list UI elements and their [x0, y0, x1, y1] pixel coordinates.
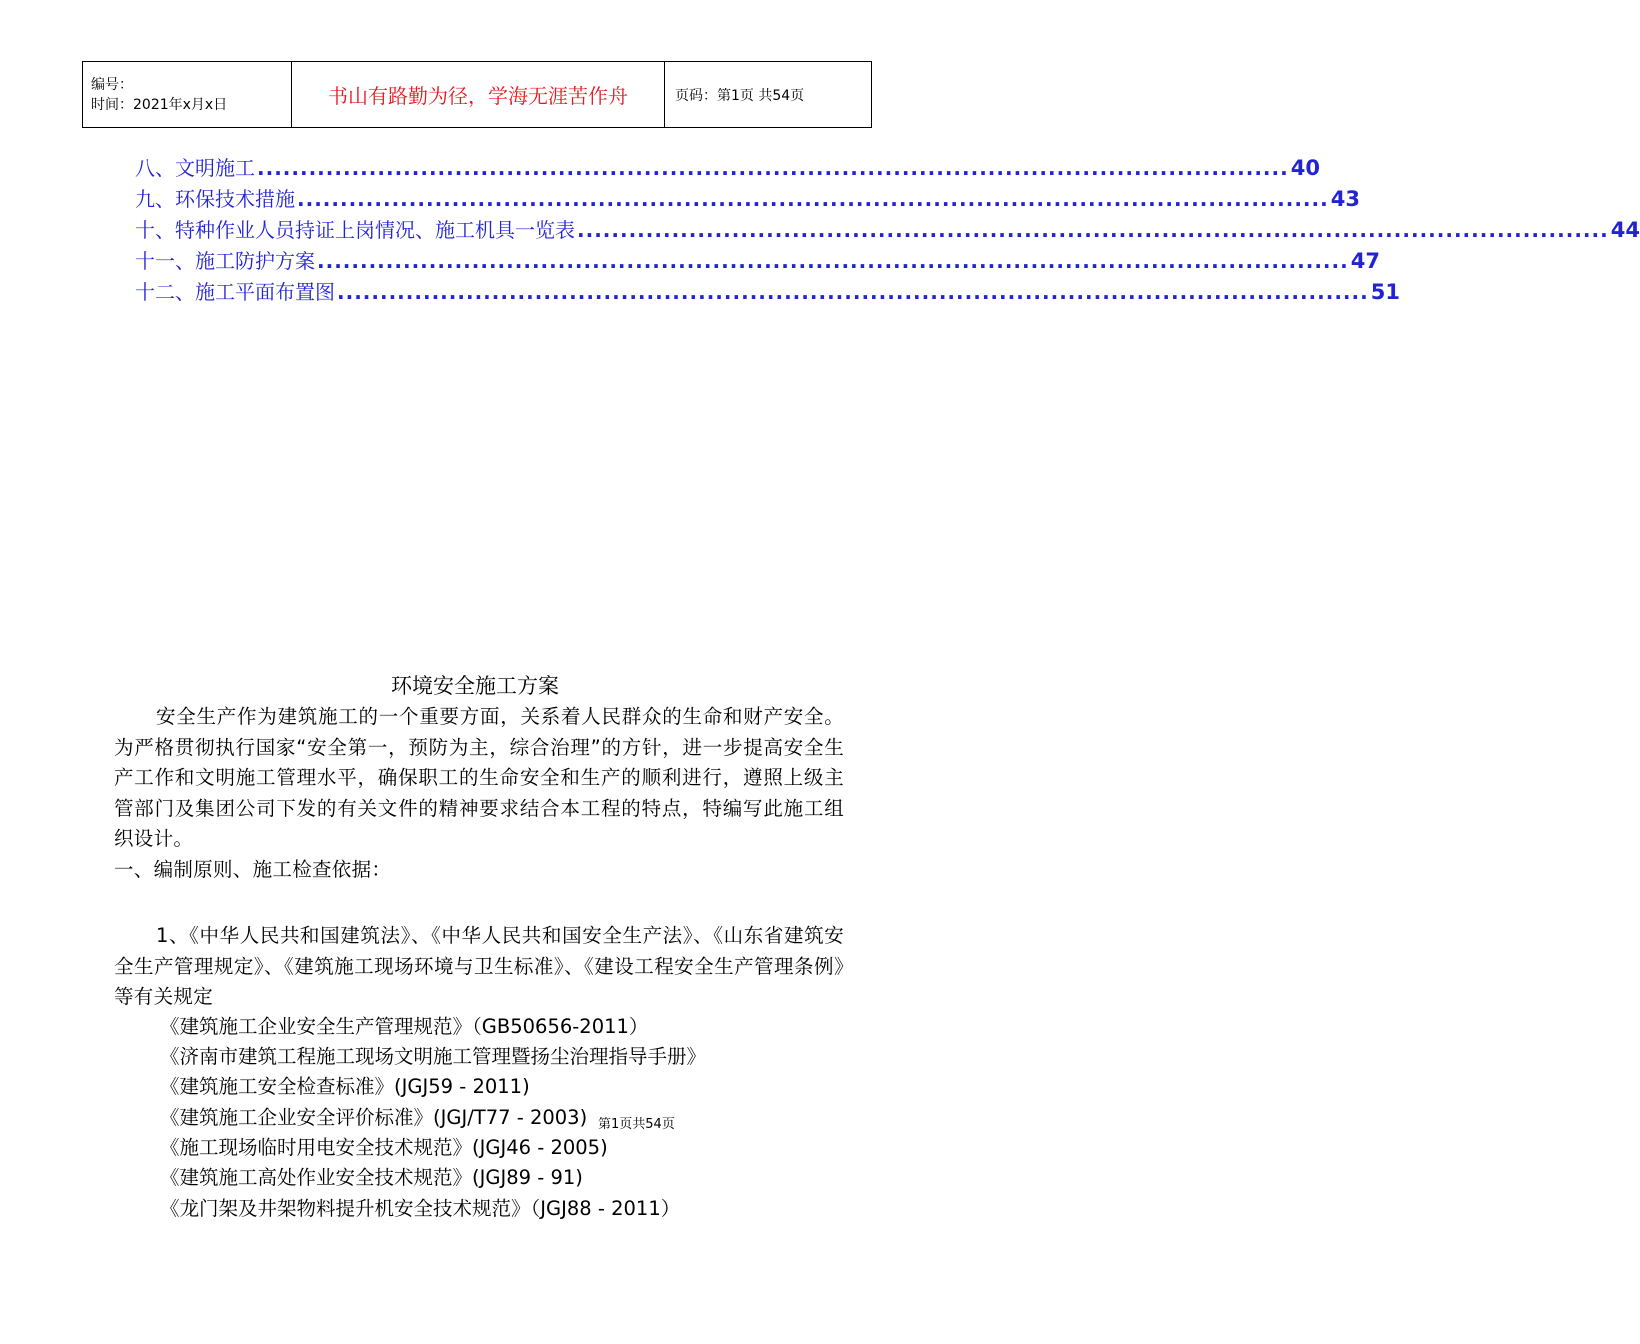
- document-header: [82, 61, 872, 128]
- toc-entry-label[interactable]: 十一、施工防护方案: [135, 249, 315, 273]
- toc-entry[interactable]: [135, 152, 1320, 183]
- toc-leader-dots: ........................................................................................................................: [337, 280, 1369, 304]
- toc-leader-dots: ........................................................................................................................: [297, 187, 1329, 211]
- header-meta-cell: [83, 62, 292, 128]
- toc-entry[interactable]: [135, 245, 1380, 276]
- toc-entry[interactable]: [135, 214, 1640, 245]
- reference-item: 《建筑施工安全检查标准》(JGJ59 - 2011): [160, 1075, 530, 1098]
- reference-item: 《施工现场临时用电安全技术规范》(JGJ46 - 2005): [160, 1136, 608, 1159]
- header-motto: 书山有路勤为径，学海无涯苦作舟: [292, 62, 665, 128]
- header-number-label: 编号：: [91, 76, 133, 93]
- header-time-label: 时间：2021年x月x日: [91, 96, 228, 113]
- toc-leader-dots: ........................................................................................................................: [577, 218, 1609, 242]
- document-body: [114, 702, 844, 885]
- basis-list: [114, 921, 844, 1013]
- toc-entry-page[interactable]: 47: [1350, 249, 1380, 273]
- toc-entry-page[interactable]: 44: [1610, 218, 1640, 242]
- toc-entry-label[interactable]: 十、特种作业人员持证上岗情况、施工机具一览表: [135, 218, 575, 242]
- toc-entry[interactable]: [135, 183, 1360, 214]
- reference-item: 《建筑施工企业安全生产管理规范》（GB50656-2011）: [160, 1015, 649, 1038]
- toc-leader-dots: ........................................................................................................................: [317, 249, 1349, 273]
- intro-paragraph: 安全生产作为建筑施工的一个重要方面，关系着人民群众的生命和财产安全。为严格贯彻执行国家“安全第一，预防为主，综合治理”的方针，进一步提高安全生产工作和文明施工管理水平，确保职工的生命安全和生产的顺利进行，遵照上级主管部门及集团公司下发的有关文件的精神要求结合本工程的特点，特编写此施工组织设计。: [114, 705, 844, 850]
- reference-item: 《龙门架及井架物料提升机安全技术规范》（JGJ88 - 2011）: [160, 1197, 681, 1220]
- footer-page-number: 第1页共54页: [598, 1117, 675, 1132]
- toc-entry-page[interactable]: 40: [1290, 156, 1320, 180]
- table-of-contents: [135, 152, 1640, 307]
- document-title: 环境安全施工方案: [391, 674, 559, 698]
- reference-item: 《建筑施工企业安全评价标准》(JGJ/T77 - 2003): [160, 1106, 588, 1129]
- toc-entry-label[interactable]: 八、文明施工: [135, 156, 255, 180]
- toc-entry-page[interactable]: 43: [1330, 187, 1360, 211]
- basis-item-1: 1、《中华人民共和国建筑法》、《中华人民共和国安全生产法》、《山东省建筑安全生产管理规定》、《建筑施工现场环境与卫生标准》、《建设工程安全生产管理条例》等有关规定: [114, 924, 844, 1008]
- reference-item: 《建筑施工高处作业安全技术规范》(JGJ89 - 91): [160, 1166, 583, 1189]
- toc-entry[interactable]: [135, 276, 1400, 307]
- header-page-label: 页码：第1页 共54页: [665, 62, 872, 128]
- toc-entry-label[interactable]: 十二、施工平面布置图: [135, 280, 335, 304]
- reference-item: 《济南市建筑工程施工现场文明施工管理暨扬尘治理指导手册》: [160, 1045, 707, 1068]
- toc-leader-dots: ........................................................................................................................: [257, 156, 1289, 180]
- toc-entry-label[interactable]: 九、环保技术措施: [135, 187, 295, 211]
- section-heading: 一、编制原则、施工检查依据：: [114, 857, 392, 881]
- toc-entry-page[interactable]: 51: [1370, 280, 1400, 304]
